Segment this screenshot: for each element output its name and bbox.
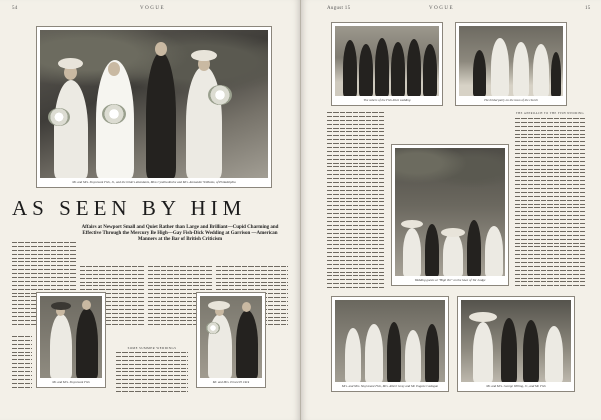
article-headline: AS SEEN BY HIM: [12, 196, 247, 220]
right-column-3-text: [515, 118, 585, 290]
left-page: [0, 0, 300, 420]
right-magazine-name: VOGUE: [429, 6, 454, 11]
wedding-party-photo: [36, 26, 272, 188]
dick-couple-photo: [196, 292, 266, 388]
wedding-party-image: [40, 30, 268, 178]
section-subhead: SOME SUMMER WEDDINGS: [127, 346, 177, 350]
wedding-party-caption: Mr. and Mrs. Stuyvesant Fish, Jr., and the bride's attendants, Miss Cynthia Roche and Mrs. Alexander Williams, of Philadelphia: [72, 180, 236, 184]
fish-couple-caption: Mr. and Mrs. Stuyvesant Fish: [52, 380, 90, 384]
bridal-party-caption: The bridal party on the lawn of the church: [483, 98, 539, 102]
willing-fish-caption: Mr. and Mrs. George Willing, Jr., and Mr. Fish: [486, 384, 546, 388]
right-column-head: THE APPROACH TO THE FISH WEDDING: [515, 112, 585, 115]
willing-fish-photo: [457, 296, 575, 392]
fish-gray-cadogan-caption: Mrs. and Mrs. Stuyvesant Fish, Mrs. Albert Gray and Mr. Eugene Cadogan: [341, 384, 439, 388]
article-dek: Affairs at Newport Small and Quiet Rather than Large and Brilliant—Cupid Charming and Effective Through the Mercury Be High—Gay Fish-Dick Wedding at Garrison —American Manners at the Bar of British Criticism: [81, 225, 279, 243]
fish-couple-photo: [36, 292, 106, 388]
ushers-caption: The ushers of the Fish-Dick wedding: [363, 98, 411, 102]
ushers-photo: [331, 22, 443, 106]
wedding-guests-photo: [391, 144, 509, 286]
bridal-party-photo: [455, 22, 567, 106]
wedding-guests-caption: Wedding guests at "High Tor" on the lawn of Tor Lodge: [414, 278, 486, 282]
left-magazine-name: VOGUE: [140, 6, 165, 11]
dick-couple-caption: Mr. and Mrs. Ernest H. Dick: [212, 380, 250, 384]
left-folio: 54: [12, 6, 18, 11]
right-folio-number: 15: [585, 6, 591, 11]
fish-gray-cadogan-photo: [331, 296, 449, 392]
left-column-1b-text: [12, 336, 32, 396]
right-column-1-text: [327, 112, 385, 298]
left-column-2b-text: [116, 352, 188, 398]
right-page: [301, 0, 601, 420]
right-folio-date: August 15: [327, 6, 351, 11]
